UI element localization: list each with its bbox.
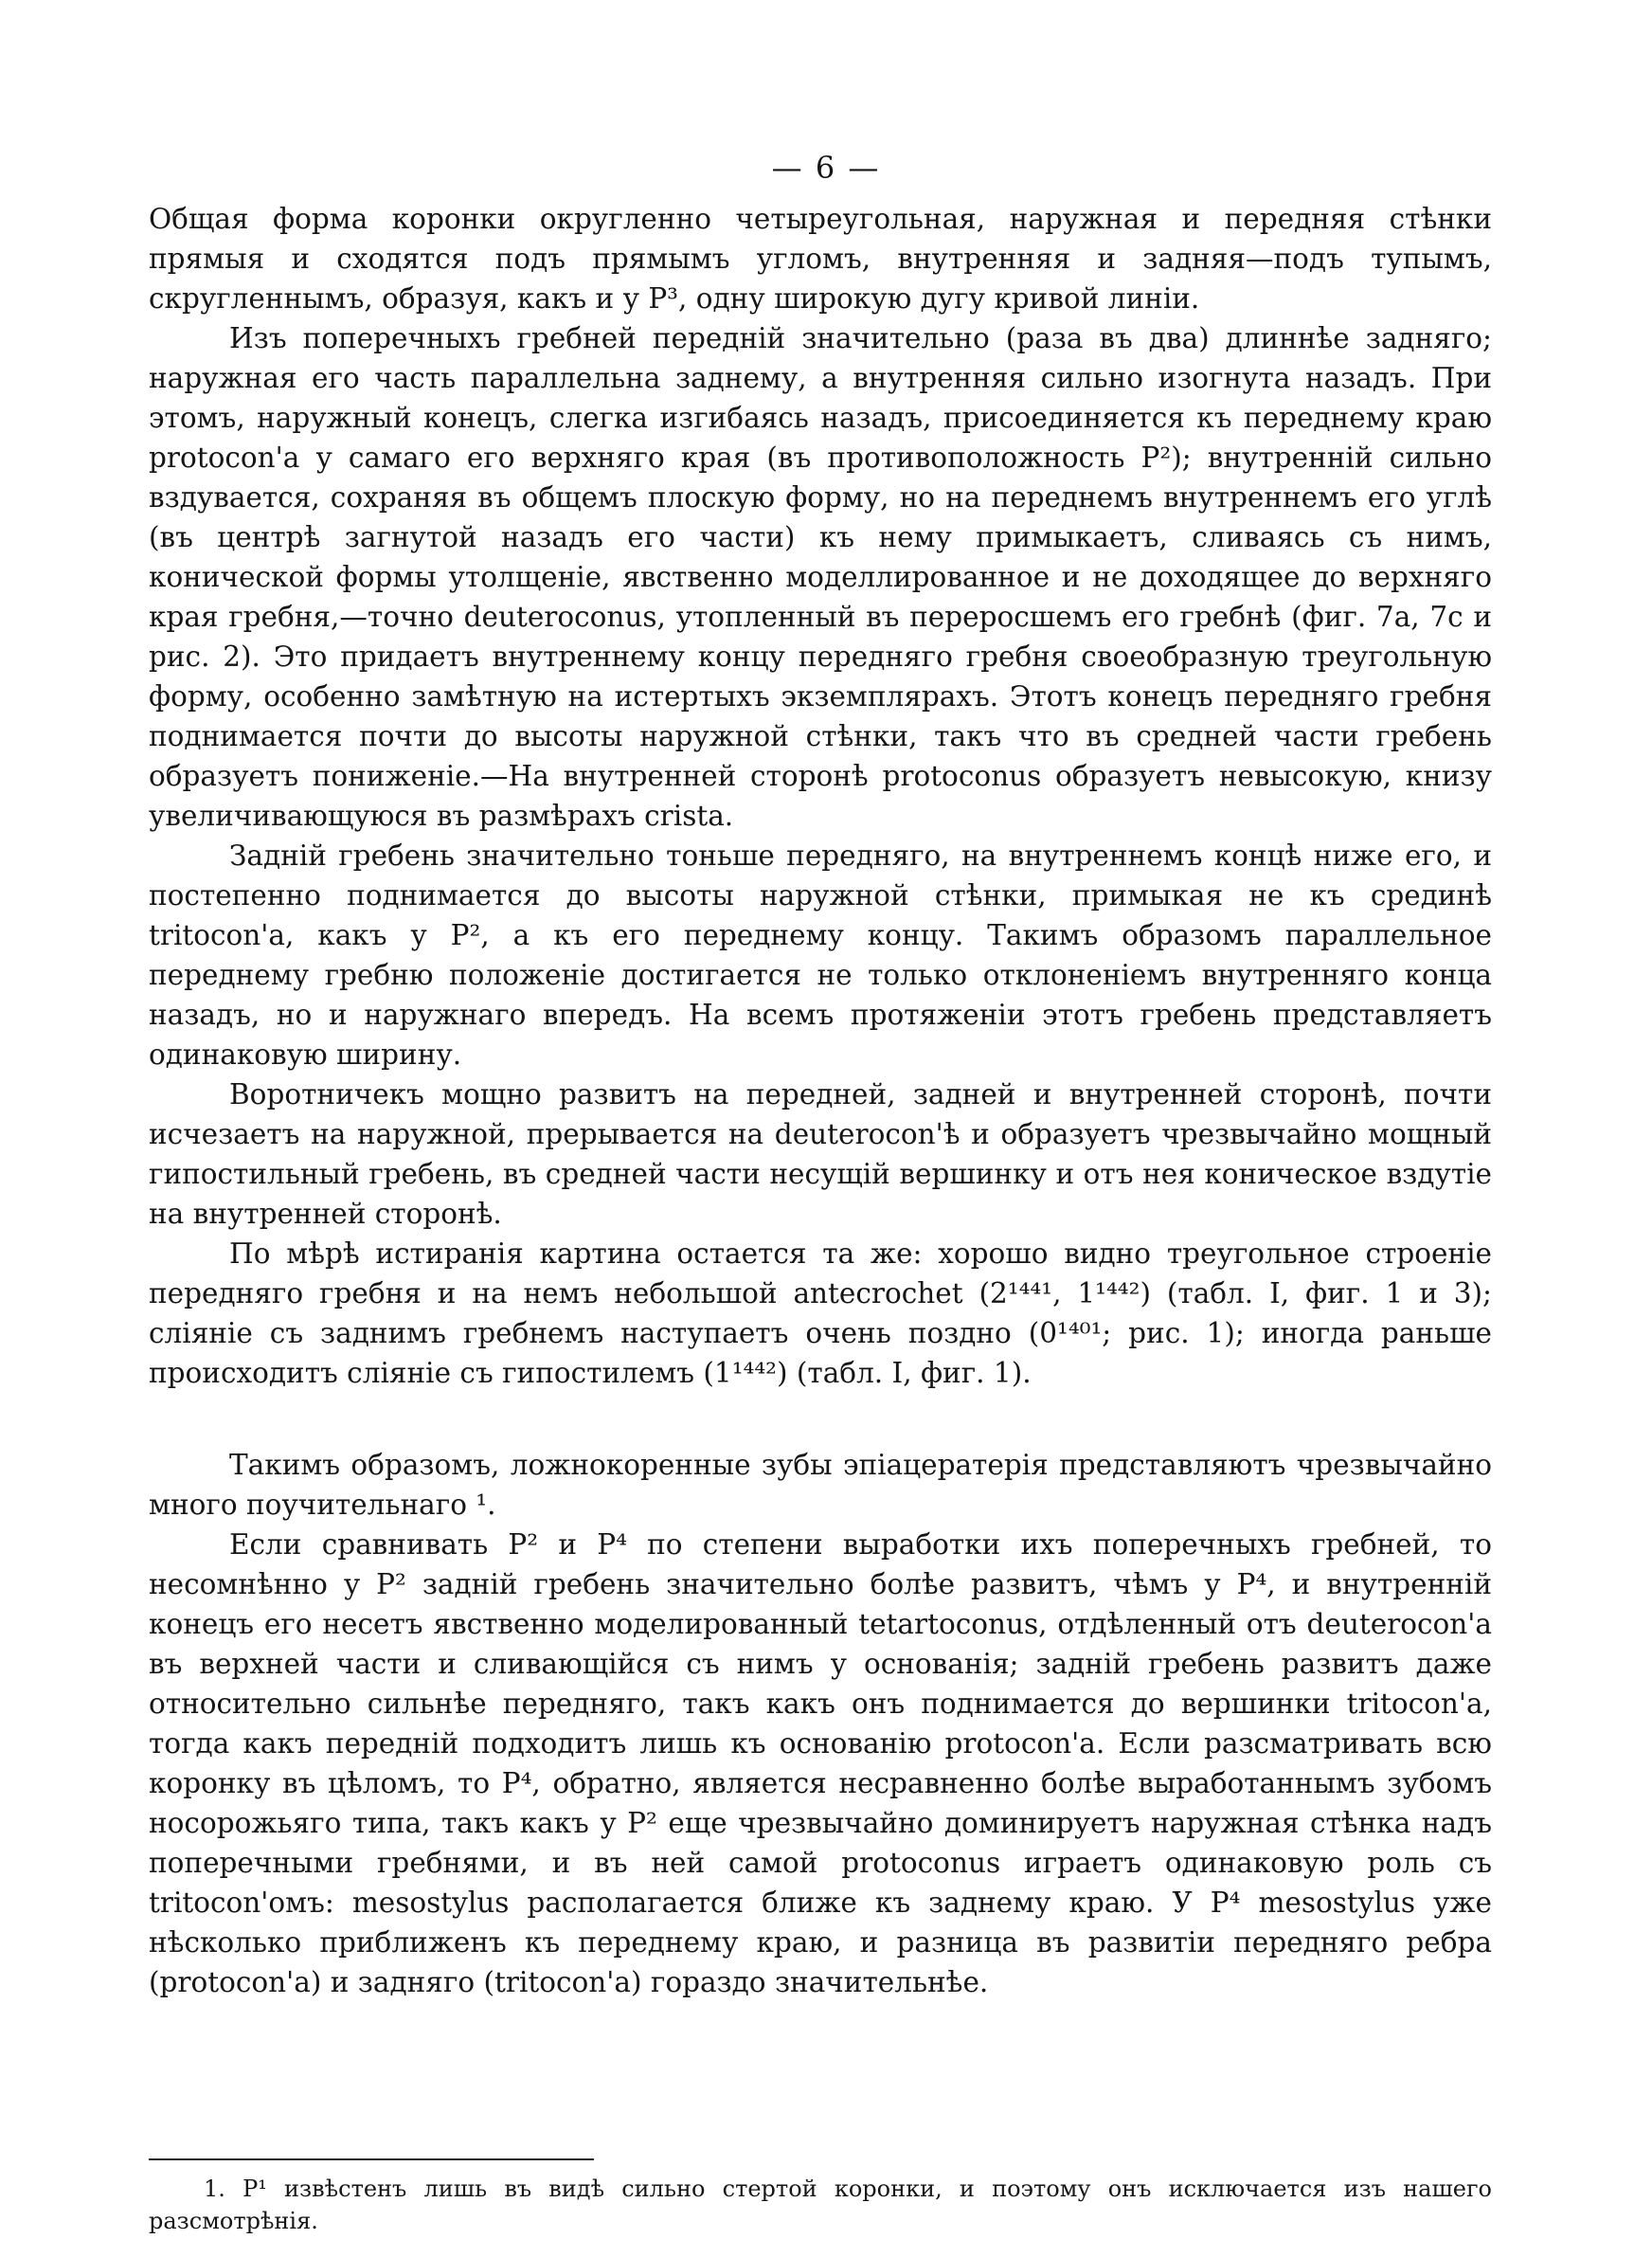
paragraph-posterior-crest: Задній гребень значительно тоньше передняго, на внутреннемъ концѣ ниже его, и постепенно поднимается до высоты наружной стѣнки, примыкая не къ срединѣ tritocon'а, какъ у P², а къ его переднему концу. Такимъ образомъ параллельное переднему гребню положеніе достигается не только отклоненіемъ внутренняго конца назадъ, но и наружнаго впередъ. На всемъ протяженіи этотъ гребень представляетъ одинаковую ширину.: [149, 840, 1492, 1071]
main-text: [149, 199, 1492, 2002]
footnote-divider: [149, 2158, 594, 2160]
paragraph-summary: Такимъ образомъ, ложнокоренные зубы эпіацератерія представляютъ чрезвычайно много поучительнаго ¹.: [149, 1449, 1492, 1521]
paragraph-transverse-crests: Изъ поперечныхъ гребней передній значительно (раза въ два) длиннѣе задняго; наружная его часть параллельна заднему, а внутренняя сильно изогнута назадъ. При этомъ, наружный конецъ, слегка изгибаясь назадъ, присоединяется къ переднему краю protocon'а у самаго его верхняго края (въ противоположность P²); внутренній сильно вздувается, сохраняя въ общемъ плоскую форму, но на переднемъ внутреннемъ его углѣ (въ центрѣ загнутой назадъ его части) къ нему примыкаетъ, сливаясь съ нимъ, конической формы утолщеніе, явственно моделлированное и не доходящее до верхняго края гребня,—точно deuteroconus, утопленный въ переросшемъ его гребнѣ (фиг. 7а, 7с и рис. 2). Это придаетъ внутреннему концу передняго гребня своеобразную треугольную форму, особенно замѣтную на истертыхъ экземплярахъ. Этотъ конецъ передняго гребня поднимается почти до высоты наружной стѣнки, такъ что въ средней части гребень образуетъ пониженіе.—На внутренней сторонѣ protoconus образуетъ невысокую, книзу увеличивающуюся въ размѣрахъ crista.: [149, 322, 1492, 832]
page-number: — 6 —: [771, 150, 881, 186]
paragraph-crown-shape: Общая форма коронки округленно четыреугольная, наружная и передняя стѣнки прямыя и сходятся подъ прямымъ угломъ, внутренняя и задняя—подъ тупымъ, скругленнымъ, образуя, какъ и у P³, одну широкую дугу кривой линіи.: [149, 203, 1492, 315]
footnote: 1. P¹ извѣстенъ лишь въ видѣ сильно стертой коронки, и поэтому онъ исключается изъ нашего разсмотрѣнія.: [149, 2176, 1492, 2234]
paragraph-cingulum: Воротничекъ мощно развитъ на передней, задней и внутренней сторонѣ, почти исчезаетъ на наружной, прерывается на deuterocon'ѣ и образуетъ чрезвычайно мощный гипостильный гребень, въ средней части несущій вершинку и отъ нея коническое вздутіе на внутренней сторонѣ.: [149, 1078, 1492, 1230]
paragraph-comparison: Если сравнивать P² и P⁴ по степени выработки ихъ поперечныхъ гребней, то несомнѣнно у P² задній гребень значительно болѣе развитъ, чѣмъ у P⁴, и внутренній конецъ его несетъ явственно моделированный tetartoconus, отдѣленный отъ deuterocon'а въ верхней части и сливающійся съ нимъ у основанія; задній гребень развитъ даже относительно сильнѣе передняго, такъ какъ онъ поднимается до вершинки tritocon'а, тогда какъ передній подходитъ лишь къ основанію protocon'а. Если разсматривать всю коронку въ цѣломъ, то P⁴, обратно, является несравненно болѣе выработаннымъ зубомъ носорожьяго типа, такъ какъ у P² еще чрезвычайно доминируетъ наружная стѣнка надъ поперечными гребнями, и въ ней самой protoconus играетъ одинаковую роль съ tritocon'омъ: mesostylus располагается ближе къ заднему краю. У P⁴ mesostylus уже нѣсколько приближенъ къ переднему краю, и разница въ развитіи передняго ребра (protocon'а) и задняго (tritocon'а) гораздо значительнѣе.: [149, 1528, 1492, 1998]
paragraph-wear: По мѣрѣ истиранія картина остается та же: хорошо видно треугольное строеніе передняго гребня и на немъ небольшой antecrochet (2¹⁴⁴¹, 1¹⁴⁴²) (табл. I, фиг. 1 и 3); сліяніе съ заднимъ гребнемъ наступаетъ очень поздно (0¹⁴⁰¹; рис. 1); иногда раньше происходитъ сліяніе съ гипостилемъ (1¹⁴⁴²) (табл. I, фиг. 1).: [149, 1237, 1492, 1389]
